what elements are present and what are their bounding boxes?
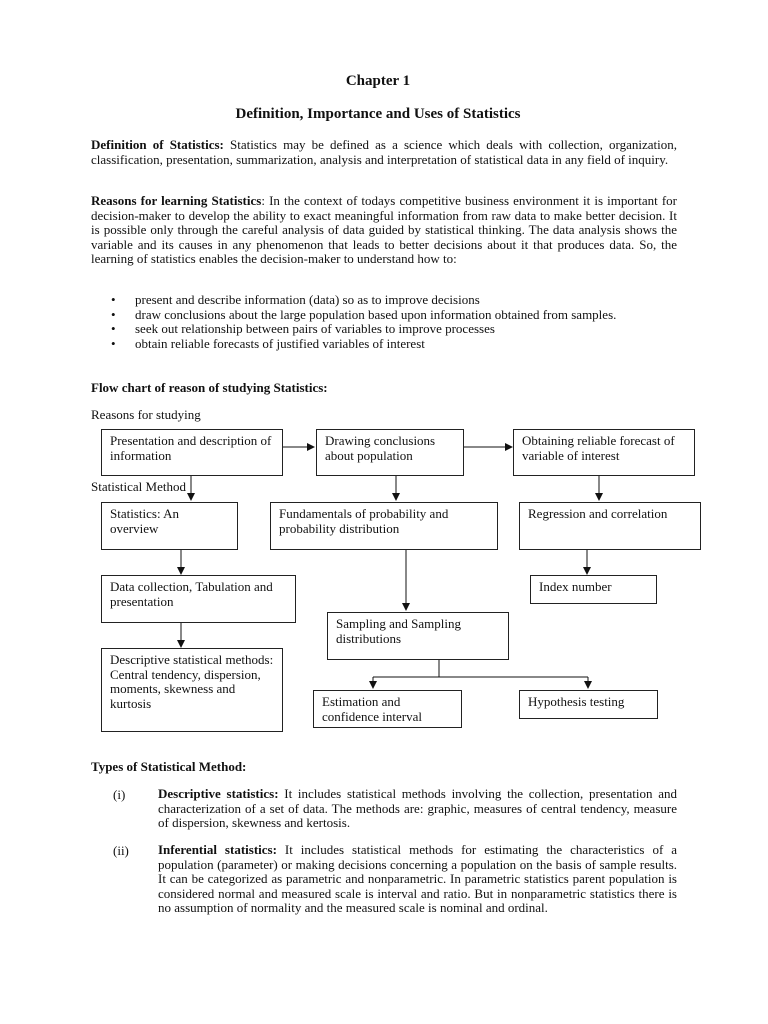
types-heading: Types of Statistical Method: [91,759,247,774]
reasons-for-studying-label: Reasons for studying [91,407,201,422]
definition-text: Statistics may be defined as a science which deals with collection, organization, classification, presentation, summarization, analysis and interpretation of statistical data in any field of inquiry. [91,137,677,167]
list-item: • present and describe information (data) so as to improve decisions [111,292,480,307]
list-item: • obtain reliable forecasts of justified variables of interest [111,335,425,351]
flow-box-statistics-overview: Statistics: An overview [101,502,238,550]
flow-box-sampling: Sampling and Sampling distributions [327,612,509,660]
flow-box-regression-correlation: Regression and correlation [519,502,701,550]
flowchart-heading: Flow chart of reason of studying Statistics: [91,380,328,395]
type-item-descriptive: Descriptive statistics: It includes statistical methods involving the collection, presentation and characterization of a set of data. The methods are: graphic, measures of central tendency, measure of dispersion, skewness and kertosis. [158,786,677,831]
reasons-label: Reasons for learning Statistics [91,193,262,208]
flow-box-index-number: Index number [530,575,657,604]
type-item-label: Inferential statistics: [158,842,277,857]
type-item-label: Descriptive statistics: [158,786,279,801]
page-title: Definition, Importance and Uses of Statistics [235,106,521,122]
bullet-icon: • [111,292,116,307]
list-item: • seek out relationship between pairs of variables to improve processes [111,321,495,337]
type-item-number: (i) [113,787,126,802]
flow-box-obtaining-forecast: Obtaining reliable forecast of variable of interest [513,429,695,476]
flow-box-drawing-conclusions: Drawing conclusions about population [316,429,464,476]
bullet-icon: • [111,306,116,322]
type-item-inferential: Inferential statistics: It includes statistical methods for estimating the characteristics of a population (parameter) or making decisions concerning a population on the basis of sample results. It can be categorized as parametric and nonparametric. In parametric statistics parent population is considered normal and measured scale is interval and ratio. But in nonparametric statistics there is no assumption of normality and the measured scale is nominal and ordinal. [158,842,677,916]
bullet-icon: • [111,321,116,337]
reasons-text: : In the context of todays competitive business environment it is important for decision-maker to develop the ability to exact meaningful information from raw data to make better decision. It is possible only through the careful analysis of data guided by statistical thinking. The data analysis shows the variable and its causes in any phenomenon that leads to better decisions about it that produces data. So, the learning of statistics enables the decision-maker to understand how to: [91,193,677,267]
list-item: • draw conclusions about the large population based upon information obtained from samples. [111,306,617,322]
bullet-icon: • [111,335,116,351]
flow-box-estimation: Estimation and confidence interval [313,690,462,728]
definition-label: Definition of Statistics: [91,137,224,152]
flow-box-presentation: Presentation and description of information [101,429,283,476]
type-item-number: (ii) [113,843,129,858]
flow-box-descriptive-methods: Descriptive statistical methods: Central tendency, dispersion, moments, skewness and kurtosis [101,648,283,732]
statistical-method-label: Statistical Method [91,479,186,494]
flow-box-hypothesis-testing: Hypothesis testing [519,690,658,719]
chapter-heading: Chapter 1 [345,73,411,89]
flow-box-data-collection: Data collection, Tabulation and presentation [101,575,296,623]
flow-box-fundamentals-probability: Fundamentals of probability and probability distribution [270,502,498,550]
